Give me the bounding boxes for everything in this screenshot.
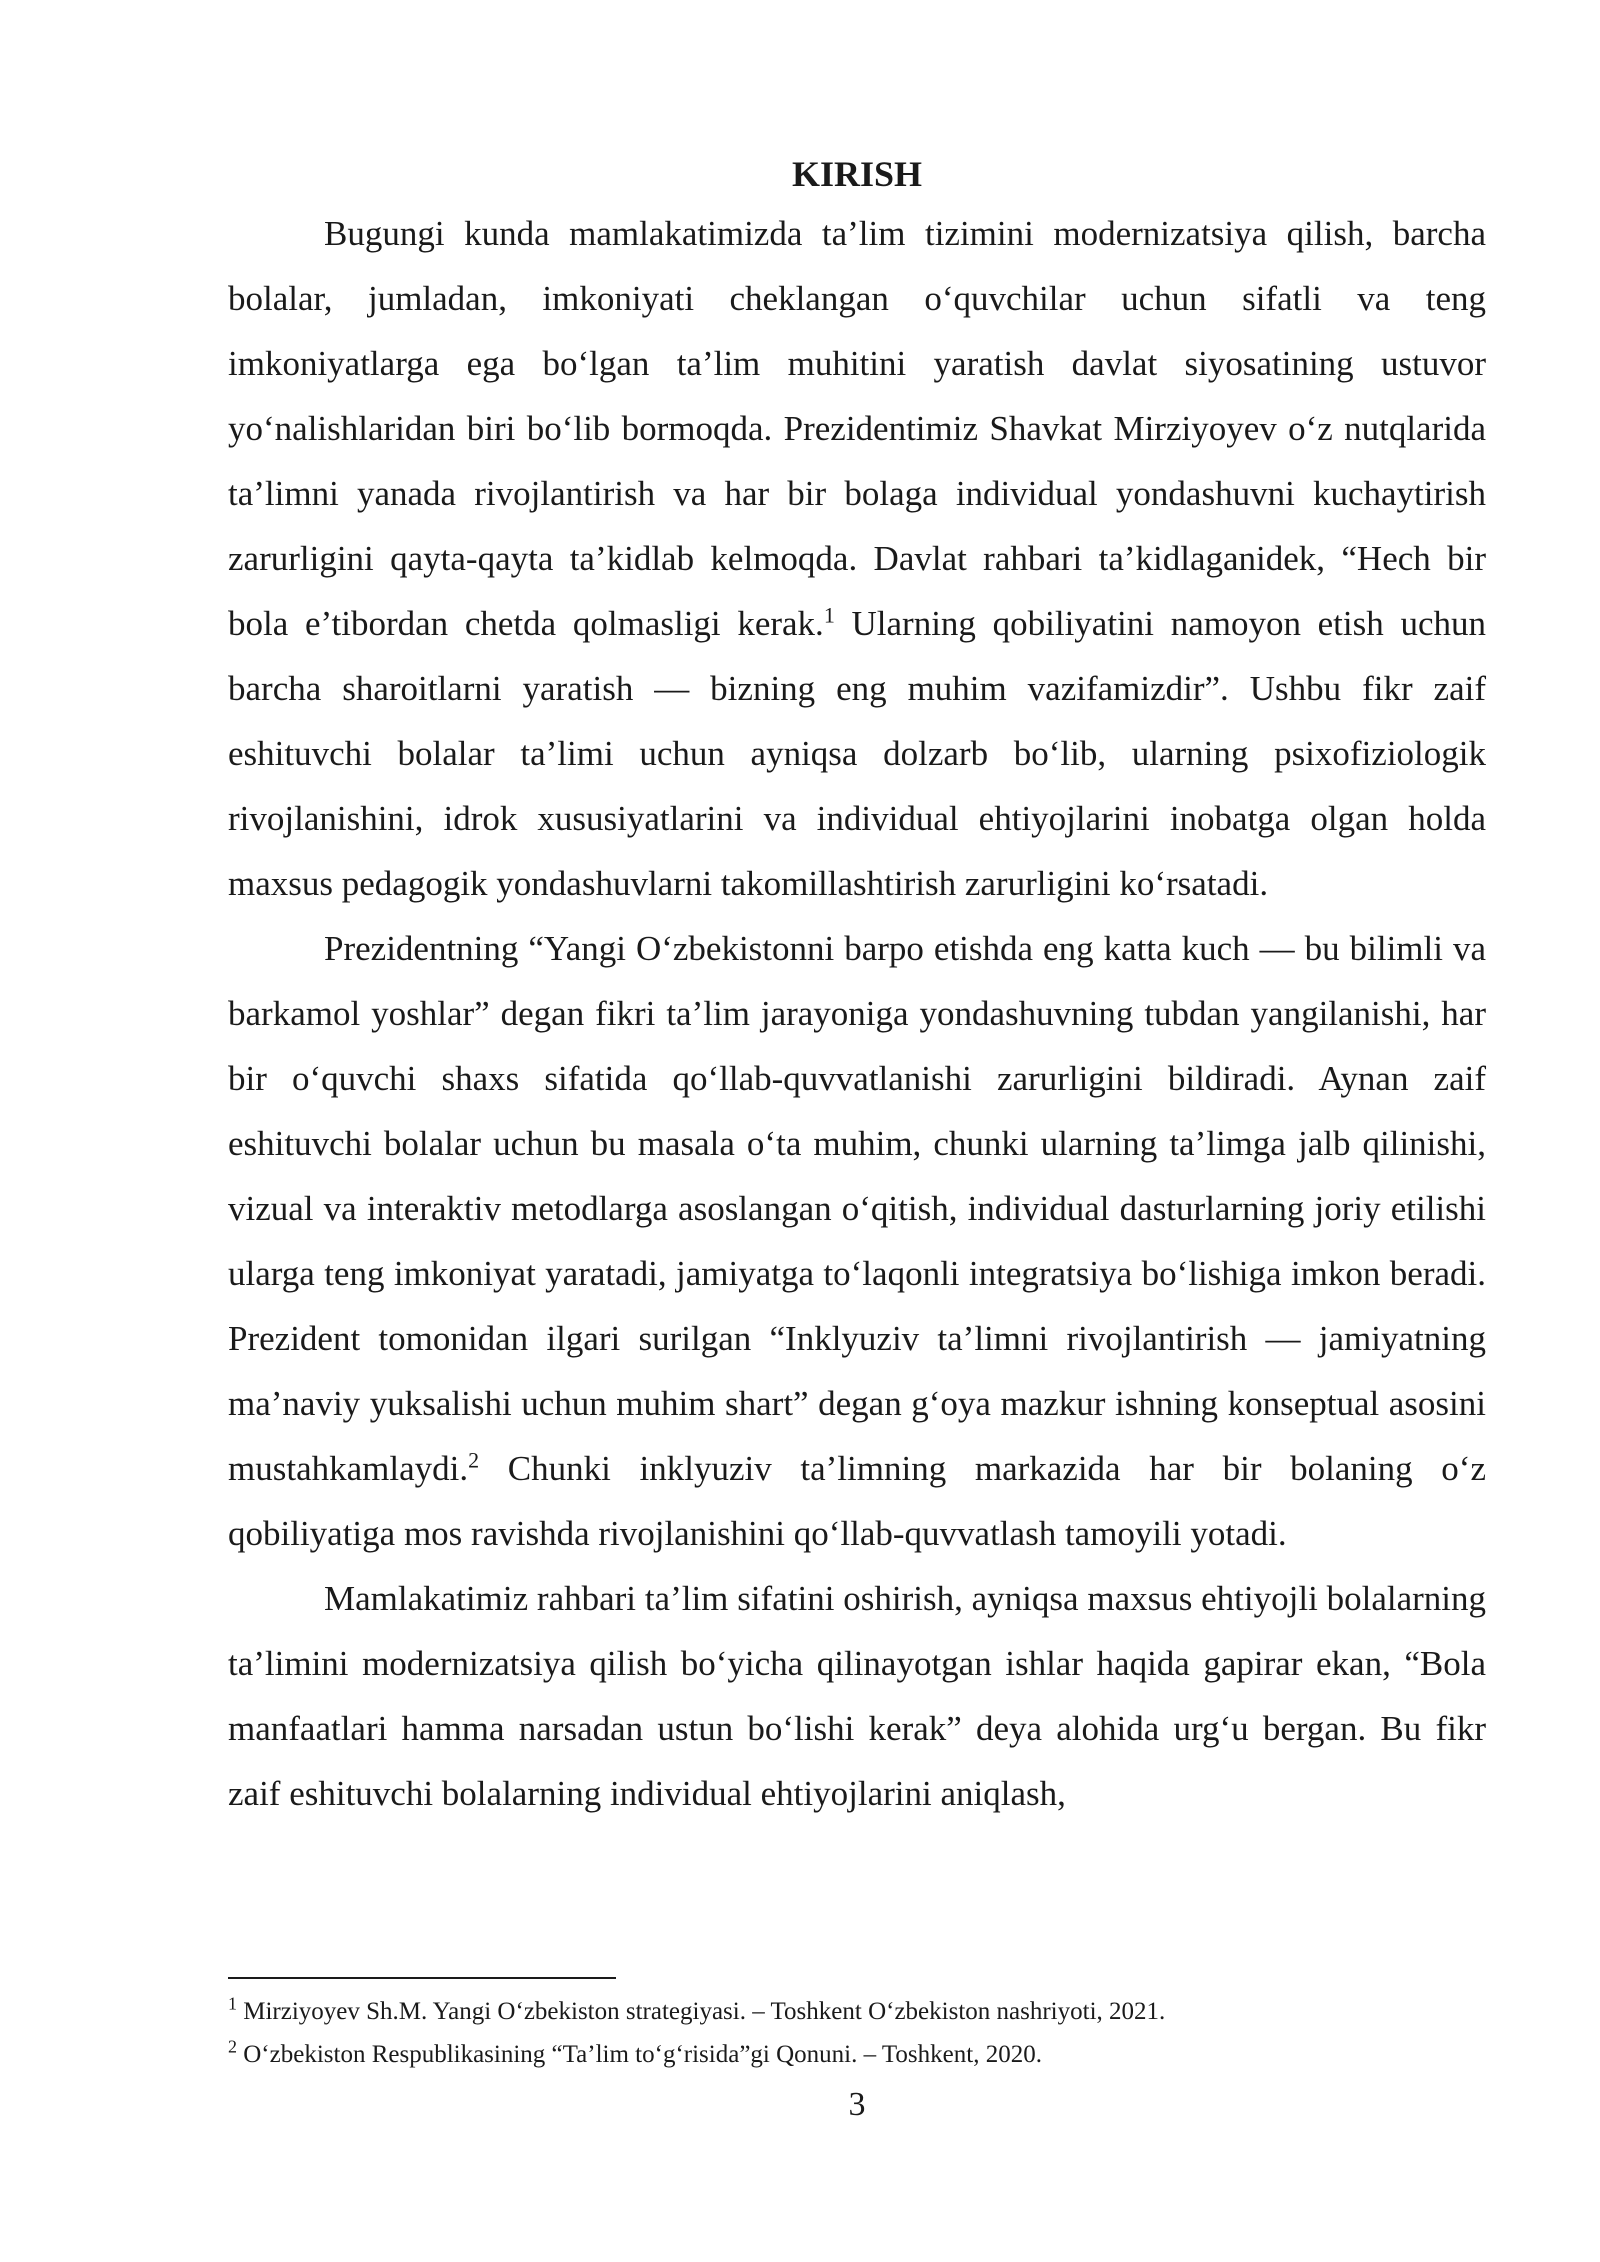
footnotes: [228, 1990, 1486, 2076]
paragraph-text: Bugungi kunda mamlakatimizda ta’lim tizimini modernizatsiya qilish, barcha bolalar, jumladan, imkoniyati cheklangan o‘quvchilar uchun sifatli va teng imkoniyatlarga ega bo‘lgan ta’lim muhitini yaratish davlat siyosatining ustuvor yo‘nalishlaridan biri bo‘lib bormoqda. Prezidentimiz Shavkat Mirziyoyev o‘z nutqlarida ta’limni yanada rivojlantirish va har bir bolaga individual yondashuvni kuchaytirish zarurligini qayta-qayta ta’kidlab kelmoqda. Davlat rahbari ta’kidlaganidek, “Hech bir bola e’tibordan chetda qolmasligi kerak.: [228, 214, 1486, 643]
paragraph: [228, 201, 1486, 916]
footnote-separator: [228, 1977, 616, 1979]
footnote: [228, 2033, 1486, 2076]
page-title: KIRISH: [791, 154, 923, 194]
footnote-reference[interactable]: 1: [823, 602, 835, 628]
footnote-mark: 2: [228, 2036, 237, 2057]
footnote: [228, 1990, 1486, 2033]
paragraph-text: Mamlakatimiz rahbari ta’lim sifatini oshirish, ayniqsa maxsus ehtiyojli bolalarning ta’limini modernizatsiya qilish bo‘yicha qilinayotgan ishlar haqida gapirar ekan, “Bola manfaatlari hamma narsadan ustun bo‘lishi kerak” deya alohida urg‘u bergan. Bu fikr zaif eshituvchi bolalarning individual ehtiyojlarini aniqlash,: [228, 1579, 1486, 1813]
footnote-mark: 1: [228, 1993, 237, 2014]
footnote-text: O‘zbekiston Respublikasining “Ta’lim to‘g‘risida”gi Qonuni. – Toshkent, 2020.: [237, 2041, 1042, 2068]
paragraph-text: Prezidentning “Yangi O‘zbekistonni barpo etishda eng katta kuch — bu bilimli va barkamol yoshlar” degan fikri ta’lim jarayoniga yondashuvning tubdan yangilanishi, har bir o‘quvchi shaxs sifatida qo‘llab-quvvatlanishi zarurligini bildiradi. Aynan zaif eshituvchi bolalar uchun bu masala o‘ta muhim, chunki ularning ta’limga jalb qilinishi, vizual va interaktiv metodlarga asoslangan o‘qitish, individual dasturlarning joriy etilishi ularga teng imkoniyat yaratadi, jamiyatga to‘laqonli integratsiya bo‘lishiga imkon beradi. Prezident tomonidan ilgari surilgan “Inklyuziv ta’limni rivojlantirish — jamiyatning ma’naviy yuksalishi uchun muhim shart” degan g‘oya mazkur ishning konseptual asosini mustahkamlaydi.: [228, 929, 1486, 1488]
paragraph: [228, 1566, 1486, 1826]
footnote-reference[interactable]: 2: [468, 1447, 480, 1473]
page-number: 3: [848, 2086, 866, 2123]
footnote-text: Mirziyoyev Sh.M. Yangi O‘zbekiston strategiyasi. – Toshkent O‘zbekiston nashriyoti, 2021.: [237, 1998, 1166, 2025]
paragraph-text: Chunki inklyuziv ta’limning markazida har bir bolaning o‘z qobiliyatiga mos ravishda rivojlanishini qo‘llab-quvvatlash tamoyili yotadi.: [228, 1449, 1486, 1553]
paragraph: [228, 916, 1486, 1566]
paragraph-text: Ularning qobiliyatini namoyon etish uchun barcha sharoitlarni yaratish — bizning eng muhim vazifamizdir”. Ushbu fikr zaif eshituvchi bolalar ta’limi uchun ayniqsa dolzarb bo‘lib, ularning psixofiziologik rivojlanishini, idrok xususiyatlarini va individual ehtiyojlarini inobatga olgan holda maxsus pedagogik yondashuvlarni takomillashtirish zarurligini ko‘rsatadi.: [228, 604, 1486, 903]
body-text: [228, 201, 1486, 1826]
